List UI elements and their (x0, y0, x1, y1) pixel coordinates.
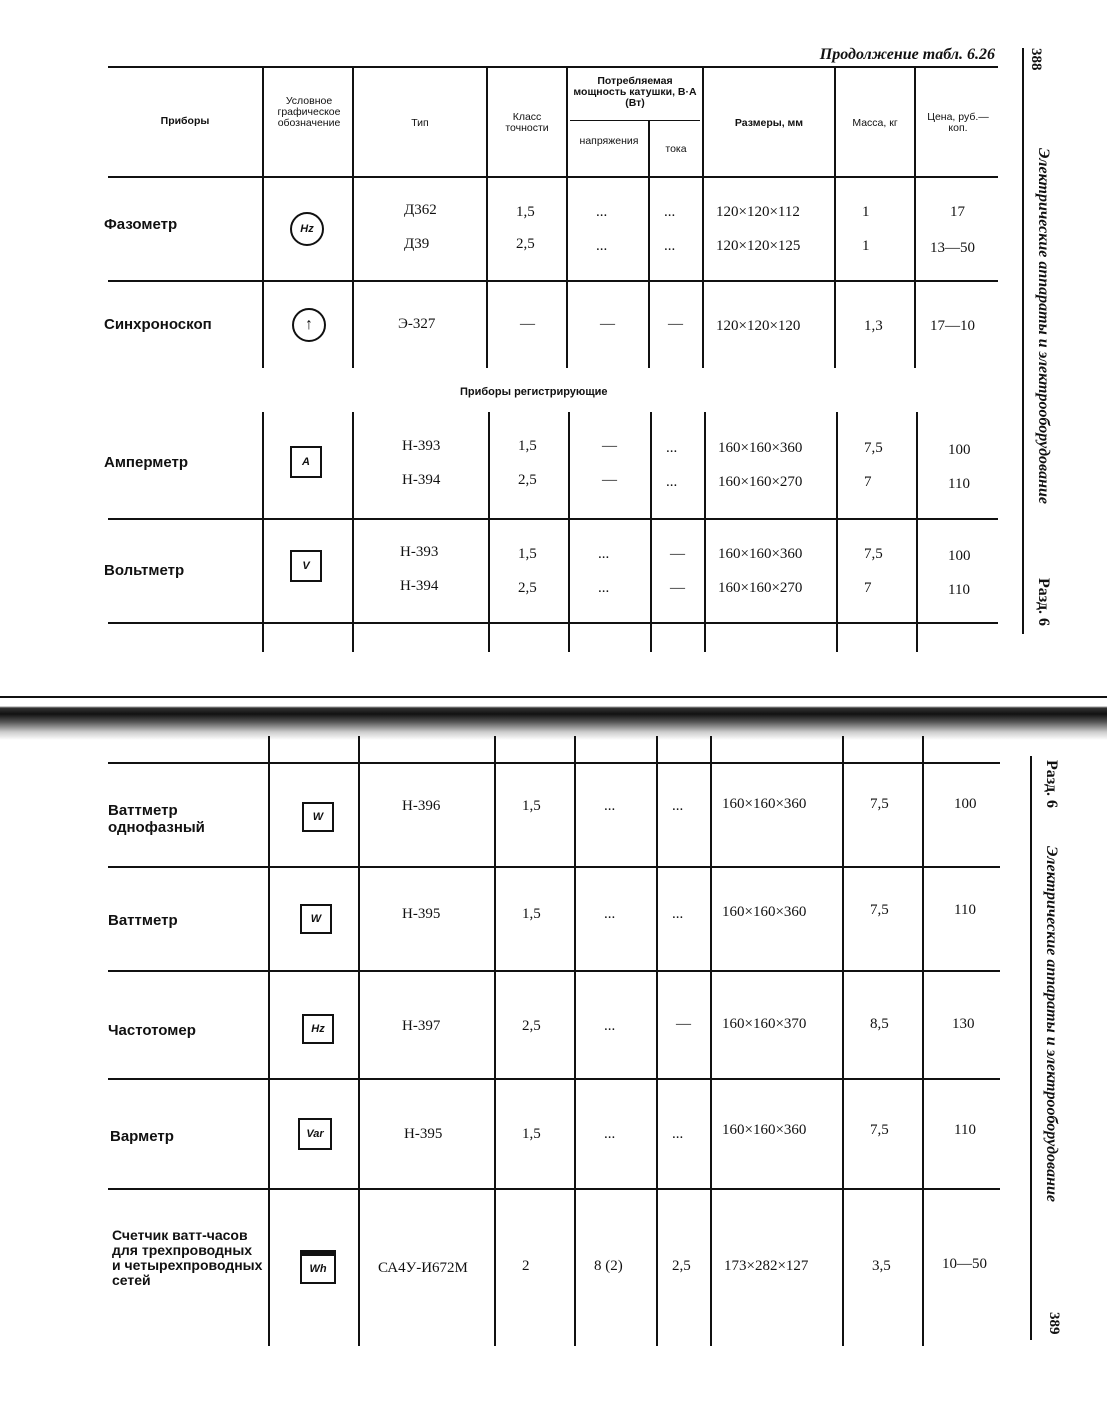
varmeter-symbol: Var (298, 1118, 332, 1150)
col-divider (922, 736, 924, 1346)
accuracy-value: 1,5 (518, 438, 537, 454)
accuracy-value: 2,5 (522, 1018, 541, 1034)
row-rule (108, 518, 998, 520)
voltage-value: ... (604, 798, 616, 814)
device-name: Счетчик ватт-часов для трехпроводных и четырехпроводных сетей (112, 1227, 263, 1288)
header-mass: Масса, кг (852, 117, 898, 129)
size-value: 160×160×360 (722, 796, 807, 812)
voltage-value: 8 (2) (594, 1258, 623, 1274)
size-value: 160×160×360 (718, 440, 803, 456)
device-name: Амперметр (104, 454, 189, 471)
voltage-value: — (600, 316, 615, 332)
voltage-value: ... (604, 1126, 616, 1142)
size-value: 173×282×127 (724, 1258, 809, 1274)
current-value: ... (672, 1126, 684, 1142)
current-value: — (676, 1016, 691, 1032)
voltage-value: ... (598, 580, 610, 596)
accuracy-value: 1,5 (518, 546, 537, 562)
device-name: Вольтметр (104, 562, 185, 579)
voltage-value: ... (596, 204, 608, 220)
current-value: ... (672, 906, 684, 922)
accuracy-value: 1,5 (522, 1126, 541, 1142)
mass-value: 1 (862, 238, 870, 254)
row-rule (108, 866, 1000, 868)
row-rule (108, 970, 1000, 972)
section-header: Электрические аппараты и электрооборудование (1035, 148, 1052, 504)
current-value: — (670, 546, 685, 562)
watt-hour-meter-symbol: Wh (300, 1250, 336, 1284)
size-value: 160×160×270 (718, 474, 803, 490)
col-divider (352, 68, 354, 368)
col-divider (650, 412, 652, 652)
row-rule (108, 1188, 1000, 1190)
current-value: ... (664, 238, 676, 254)
mass-value: 1,3 (864, 318, 883, 334)
header-size: Размеры, мм (734, 117, 804, 129)
section-label: Разд. 6 (1043, 760, 1060, 809)
price-value: 110 (948, 476, 970, 492)
col-divider (704, 412, 706, 652)
col-divider (648, 120, 650, 368)
page-number: 389 (1046, 1312, 1062, 1335)
synchroscope-symbol: ↑ (292, 308, 326, 342)
col-divider (702, 68, 704, 368)
header-price: Цена, руб.—коп. (927, 111, 989, 134)
accuracy-value: 2,5 (518, 580, 537, 596)
size-value: 160×160×360 (722, 1122, 807, 1138)
device-name: Частотомер (108, 1022, 196, 1039)
type-value: Н-393 (400, 544, 439, 560)
voltage-value: ... (596, 238, 608, 254)
col-divider (262, 412, 264, 652)
col-divider (836, 412, 838, 652)
mass-value: 7,5 (870, 902, 889, 918)
col-divider (574, 736, 576, 1346)
header-symbol: Условное графическое обозначение (277, 95, 341, 129)
mass-value: 7 (864, 580, 872, 596)
header-accuracy: Класс точности (505, 111, 549, 134)
current-value: — (668, 316, 683, 332)
col-divider (842, 736, 844, 1346)
col-divider (488, 412, 490, 652)
device-name: Ваттметр однофазный (108, 802, 205, 836)
col-divider (916, 412, 918, 652)
top-rule (108, 66, 998, 68)
price-value: 110 (954, 1122, 976, 1138)
col-divider (710, 736, 712, 1346)
device-name: Ваттметр (108, 912, 178, 929)
price-value: 100 (954, 796, 977, 812)
mass-value: 7 (864, 474, 872, 490)
mass-value: 7,5 (870, 796, 889, 812)
size-value: 120×120×125 (716, 238, 801, 254)
row-rule (108, 280, 998, 282)
subheading: Приборы регистрирующие (460, 386, 608, 398)
wattmeter-symbol: W (300, 904, 332, 934)
price-value: 10—50 (942, 1256, 987, 1272)
size-value: 120×120×120 (716, 318, 801, 334)
type-value: Н-394 (400, 578, 439, 594)
col-divider (834, 68, 836, 368)
type-value: СА4У-И672М (378, 1260, 468, 1276)
voltage-value: — (602, 472, 617, 488)
device-name: Варметр (110, 1128, 174, 1145)
accuracy-value: 1,5 (522, 906, 541, 922)
ammeter-symbol: A (290, 446, 322, 478)
col-divider (268, 736, 270, 1346)
type-value: Н-395 (404, 1126, 443, 1142)
accuracy-value: 2 (522, 1258, 530, 1274)
current-value: 2,5 (672, 1258, 691, 1274)
voltage-value: ... (604, 906, 616, 922)
header-current: тока (665, 143, 687, 155)
price-value: 100 (948, 548, 971, 564)
voltmeter-symbol: V (290, 550, 322, 582)
margin-rule (1030, 756, 1032, 1340)
mass-value: 1 (862, 204, 870, 220)
current-value: — (670, 580, 685, 596)
price-value: 110 (954, 902, 976, 918)
col-divider (656, 736, 658, 1346)
price-value: 13—50 (930, 240, 975, 256)
header-device: Приборы (160, 115, 210, 127)
type-value: Н-394 (402, 472, 441, 488)
header-type: Тип (411, 117, 429, 129)
col-divider (486, 68, 488, 368)
type-value: Д362 (404, 202, 437, 218)
mass-value: 7,5 (864, 546, 883, 562)
accuracy-value: 1,5 (522, 798, 541, 814)
margin-rule (1022, 48, 1024, 634)
continuation-caption: Продолжение табл. 6.26 (819, 46, 995, 63)
current-value: ... (672, 798, 684, 814)
col-divider (568, 412, 570, 652)
page-fold (0, 692, 1107, 740)
price-value: 17—10 (930, 318, 975, 334)
mass-value: 7,5 (870, 1122, 889, 1138)
col-divider (494, 736, 496, 1346)
type-value: Н-396 (402, 798, 441, 814)
voltage-value: ... (598, 546, 610, 562)
type-value: Э-327 (398, 316, 436, 332)
price-value: 110 (948, 582, 970, 598)
row-rule (108, 762, 1000, 764)
accuracy-value: 1,5 (516, 204, 535, 220)
col-divider (566, 68, 568, 368)
subheader-rule (570, 120, 700, 121)
size-value: 160×160×360 (722, 904, 807, 920)
size-value: 160×160×370 (722, 1016, 807, 1032)
type-value: Н-395 (402, 906, 441, 922)
voltage-value: ... (604, 1018, 616, 1034)
section-header: Электрические аппараты и электрооборудование (1043, 846, 1060, 1202)
col-divider (262, 68, 264, 368)
hz-meter-symbol: Hz (290, 212, 324, 246)
accuracy-value: 2,5 (516, 236, 535, 252)
col-divider (352, 412, 354, 652)
price-value: 17 (950, 204, 965, 220)
size-value: 160×160×270 (718, 580, 803, 596)
type-value: Н-397 (402, 1018, 441, 1034)
accuracy-value: 2,5 (518, 472, 537, 488)
header-rule (108, 176, 998, 178)
device-name: Синхроноскоп (104, 316, 212, 333)
size-value: 160×160×360 (718, 546, 803, 562)
type-value: Н-393 (402, 438, 441, 454)
voltage-value: — (602, 438, 617, 454)
type-value: Д39 (404, 236, 430, 252)
section-label: Разд. 6 (1035, 578, 1052, 627)
header-voltage: напряжения (579, 135, 639, 147)
row-rule (108, 622, 998, 624)
accuracy-value: — (520, 316, 535, 332)
frequency-meter-symbol: Hz (302, 1014, 334, 1044)
page-number: 388 (1028, 48, 1044, 71)
mass-value: 7,5 (864, 440, 883, 456)
price-value: 100 (948, 442, 971, 458)
mass-value: 3,5 (872, 1258, 891, 1274)
col-divider (914, 68, 916, 368)
header-power: Потребляемая мощность катушки, В·А (Вт) (573, 75, 697, 109)
wattmeter-symbol: W (302, 802, 334, 832)
size-value: 120×120×112 (716, 204, 800, 220)
current-value: ... (666, 474, 678, 490)
mass-value: 8,5 (870, 1016, 889, 1032)
col-divider (358, 736, 360, 1346)
current-value: ... (664, 204, 676, 220)
device-name: Фазометр (104, 216, 178, 233)
price-value: 130 (952, 1016, 975, 1032)
row-rule (108, 1078, 1000, 1080)
current-value: ... (666, 440, 678, 456)
